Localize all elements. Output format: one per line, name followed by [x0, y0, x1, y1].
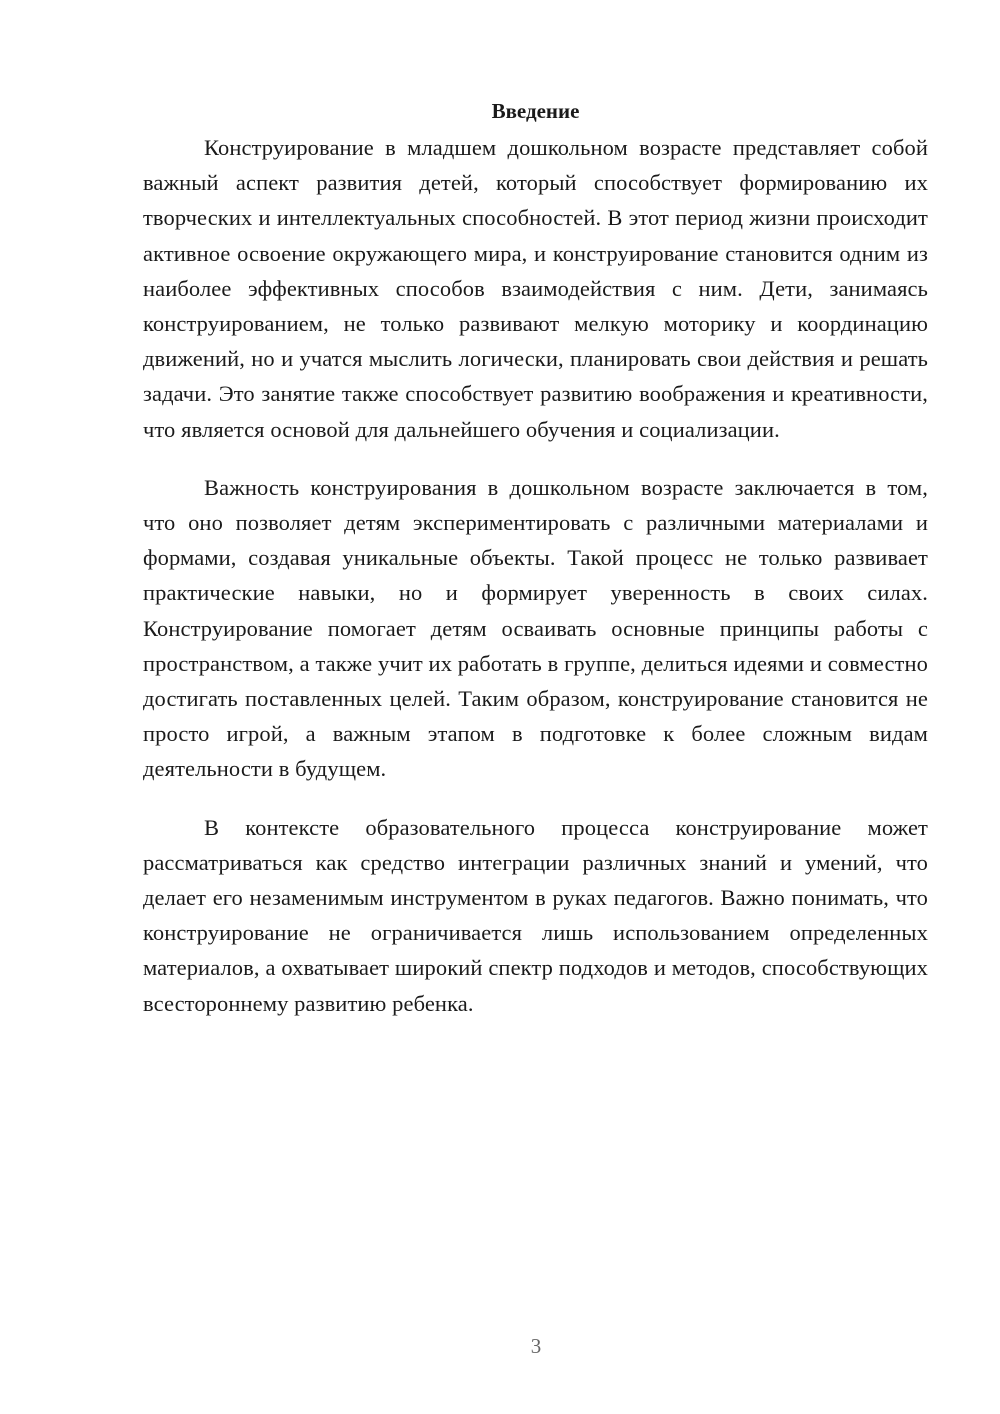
- paragraph-1: Конструирование в младшем дошкольном возрасте представляет собой важный аспект развития детей, который способствует формированию их творческих и интеллектуальных способностей. В этот период жизни происходит активное освоение окружающего мира, и конструирование становится одним из наиболее эффективных способов взаимодействия с ним. Дети, занимаясь конструированием, не только развивают мелкую моторику и координацию движений, но и учатся мыслить логически, планировать свои действия и решать задачи. Это занятие также способствует развитию воображения и креативности, что является основой для дальнейшего обучения и социализации.: [143, 135, 928, 442]
- paragraph-2: Важность конструирования в дошкольном возрасте заключается в том, что оно позволяет детям экспериментировать с различными материалами и формами, создавая уникальные объекты. Такой процесс не только развивает практические навыки, но и формирует уверенность в своих силах. Конструирование помогает детям осваивать основные принципы работы с пространством, а также учит их работать в группе, делиться идеями и совместно достигать поставленных целей. Таким образом, конструирование становится не просто игрой, а важным этапом в подготовке к более сложным видам деятельности в будущем.: [143, 474, 928, 782]
- paragraph-3: В контексте образовательного процесса конструирование может рассматриваться как средство интеграции различных знаний и умений, что делает его незаменимым инструментом в руках педагогов. Важно понимать, что конструирование не ограничивается лишь использованием определенных материалов, а охватывает широкий спектр подходов и методов, способствующих всестороннему развитию ребенка.: [143, 814, 928, 1016]
- document-body: [143, 96, 928, 1021]
- page-number: 3: [530, 1334, 542, 1358]
- page-title: Введение: [491, 99, 580, 123]
